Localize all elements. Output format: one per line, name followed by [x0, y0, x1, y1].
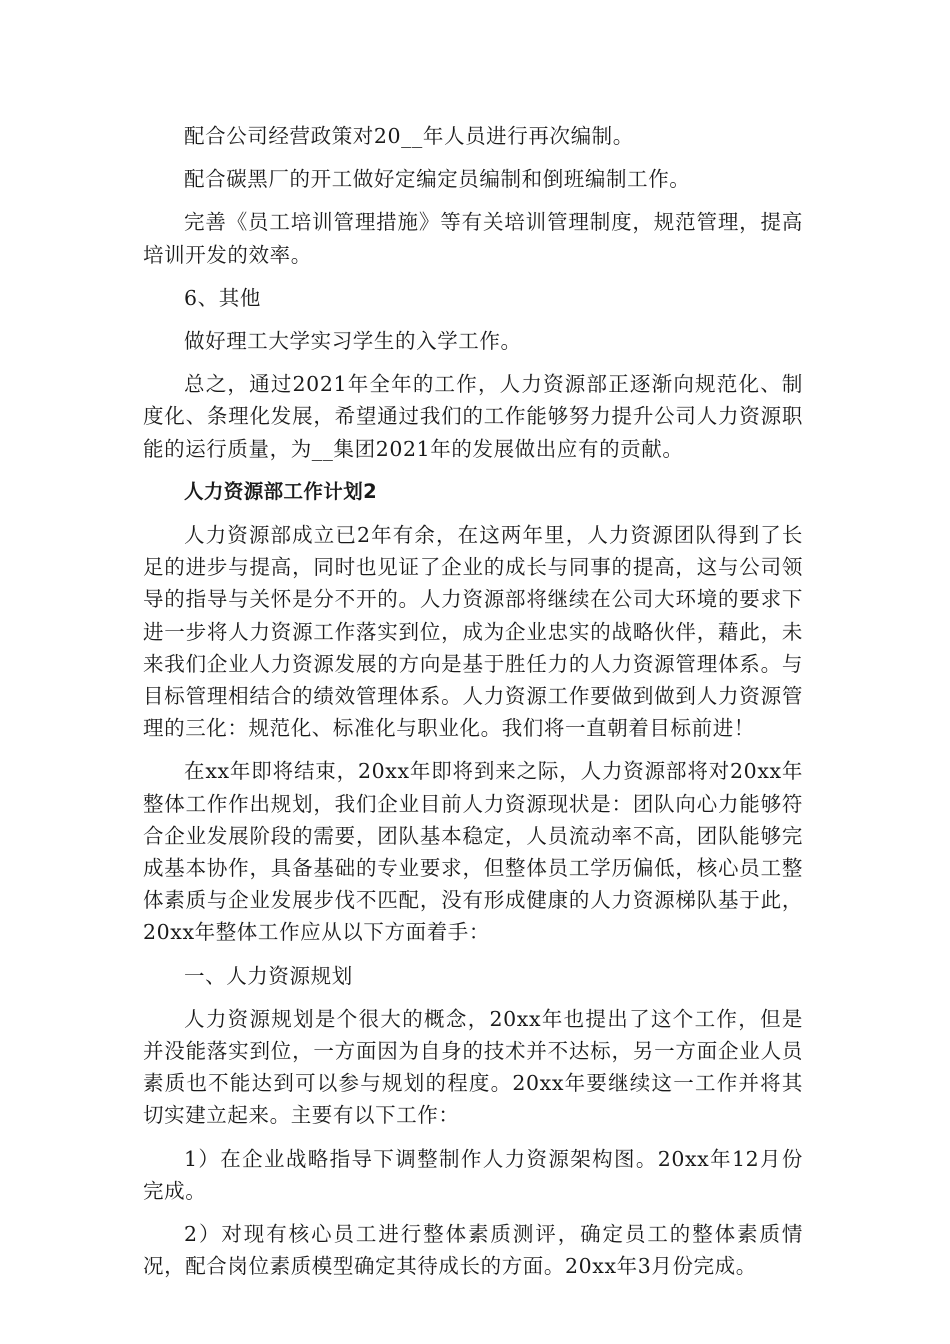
- list-item: 1）在企业战略指导下调整制作人力资源架构图。20xx年12月份完成。: [143, 1146, 803, 1203]
- paragraph: 做好理工大学实习学生的入学工作。: [184, 329, 522, 354]
- paragraph: 配合碳黑厂的开工做好定编定员编制和倒班编制工作。: [184, 167, 691, 192]
- subsection-heading: 一、人力资源规划: [184, 963, 353, 988]
- paragraph: 6、其他: [184, 285, 261, 310]
- paragraph: 人力资源部成立已2年有余，在这两年里，人力资源团队得到了长足的进步与提高，同时也见证了企业的成长与同事的提高，这与公司领导的指导与关怀是分不开的。人力资源部将继续在公司大环境的要求下进一步将人力资源工作落实到位，成为企业忠实的战略伙伴，藉此，未来我们企业人力资源发展的方向是基于胜任力的人力资源管理体系。与目标管理相结合的绩效管理体系。人力资源工作要做到做到人力资源管理的三化：规范化、标准化与职业化。我们将一直朝着目标前进！: [143, 523, 803, 741]
- document-body: [143, 120, 803, 1294]
- paragraph: 人力资源规划是个很大的概念，20xx年也提出了这个工作，但是并没能落实到位，一方面因为自身的技术并不达标，另一方面企业人员素质也不能达到可以参与规划的程度。20xx年要继续这一工作并将其切实建立起来。主要有以下工作：: [143, 1006, 803, 1128]
- paragraph: 完善《员工培训管理措施》等有关培训管理制度，规范管理，提高培训开发的效率。: [143, 210, 803, 267]
- paragraph: 总之，通过2021年全年的工作，人力资源部正逐渐向规范化、制度化、条理化发展，希望通过我们的工作能够努力提升公司人力资源职能的运行质量，为__集团2021年的发展做出应有的贡献。: [143, 372, 803, 461]
- section-heading: 人力资源部工作计划2: [184, 479, 378, 503]
- list-item: 2）对现有核心员工进行整体素质测评，确定员工的整体素质情况，配合岗位素质模型确定其待成长的方面。20xx年3月份完成。: [143, 1222, 803, 1279]
- paragraph: 配合公司经营政策对20__年人员进行再次编制。: [184, 124, 634, 148]
- paragraph: 在xx年即将结束，20xx年即将到来之际，人力资源部将对20xx年整体工作作出规划，我们企业目前人力资源现状是：团队向心力能够符合企业发展阶段的需要，团队基本稳定，人员流动率不高，团队能够完成基本协作，具备基础的专业要求，但整体员工学历偏低，核心员工整体素质与企业发展步伐不匹配，没有形成健康的人力资源梯队基于此，20xx年整体工作应从以下方面着手：: [143, 759, 803, 945]
